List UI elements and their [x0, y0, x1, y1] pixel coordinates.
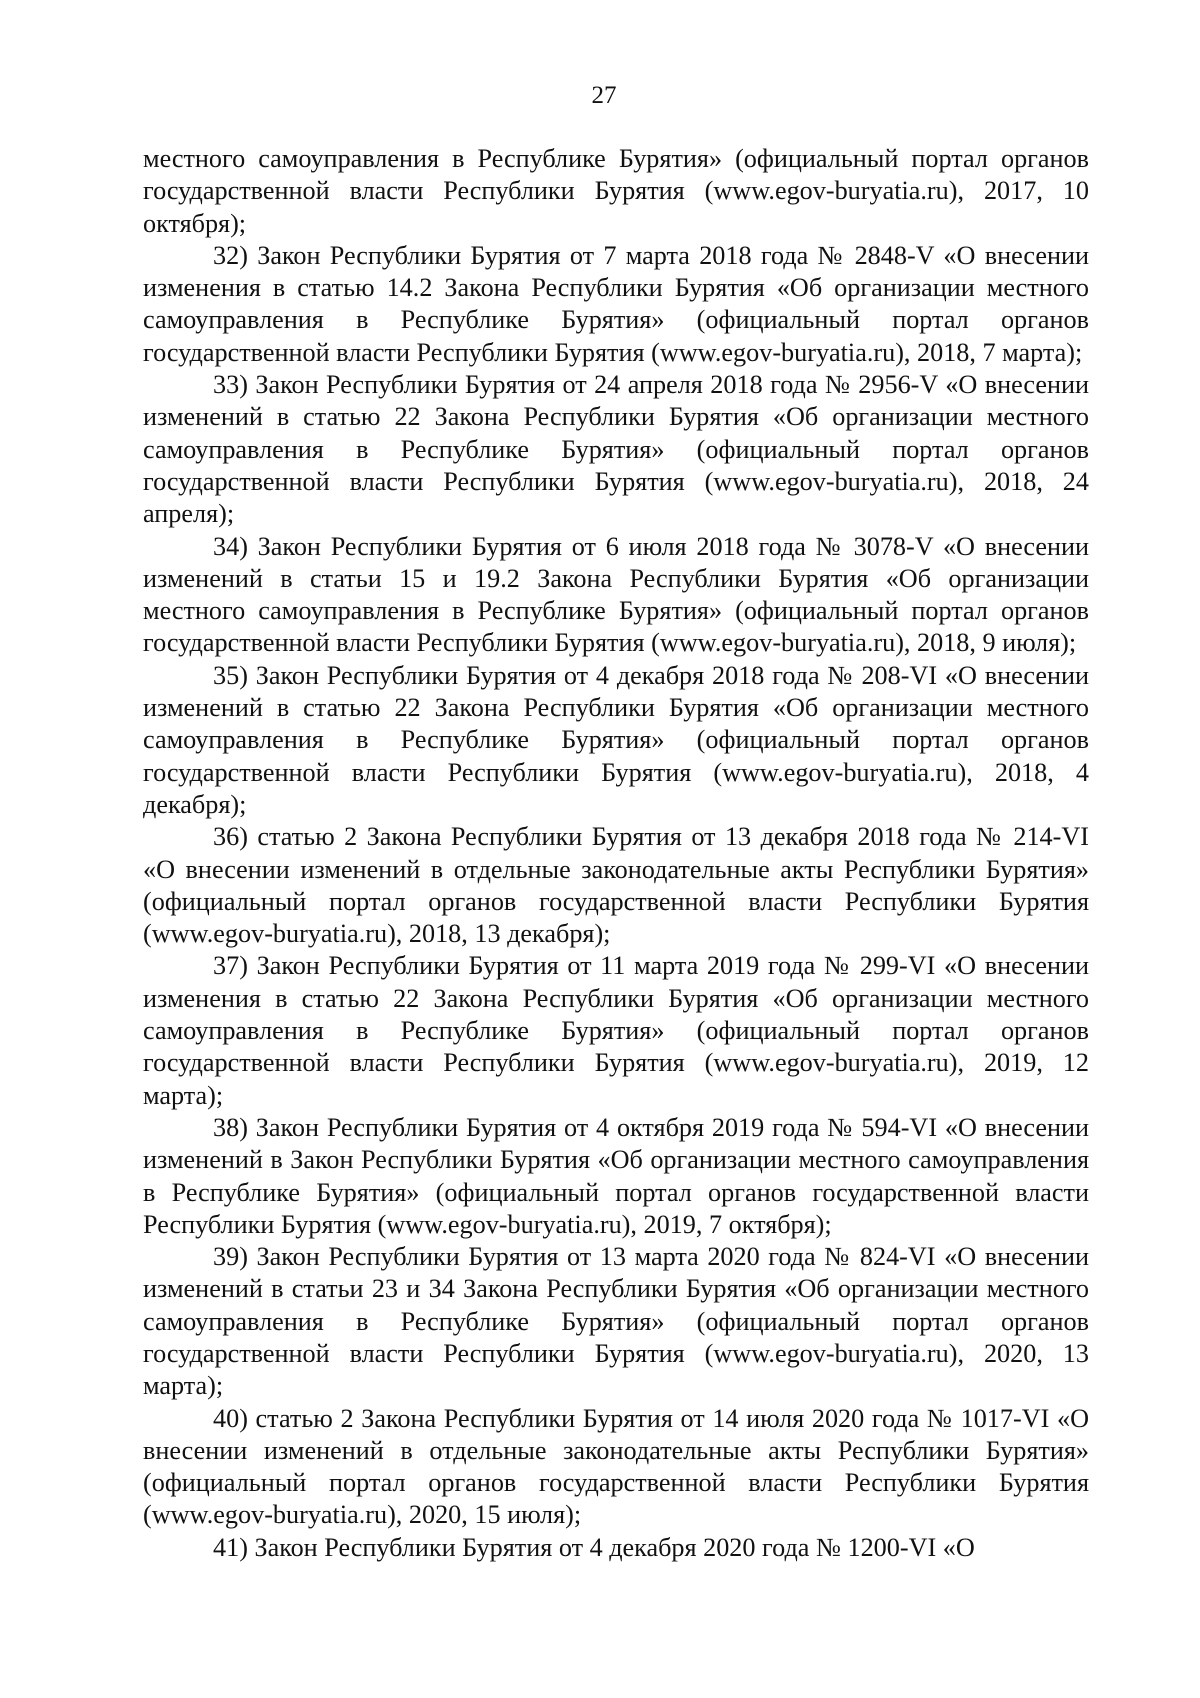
list-item-32: 32) Закон Республики Бурятия от 7 марта 2018 года № 2848-V «О внесении изменения в статью 14.2 Закона Республики Бурятия «Об организации местного самоуправления в Республике Бурятия» (официальный портал органов государственной власти Республики Бурятия (www.egov-buryatia.ru), 2018, 7 марта); [143, 240, 1089, 367]
list-item-39: 39) Закон Республики Бурятия от 13 марта 2020 года № 824-VI «О внесении изменений в статьи 23 и 34 Закона Республики Бурятия «Об организации местного самоуправления в Республике Бурятия» (официальный портал органов государственной власти Республики Бурятия (www.egov-buryatia.ru), 2020, 13 марта); [143, 1242, 1089, 1401]
list-item-33: 33) Закон Республики Бурятия от 24 апреля 2018 года № 2956-V «О внесении изменений в статью 22 Закона Республики Бурятия «Об организации местного самоуправления в Республике Бурятия» (официальный портал органов государственной власти Республики Бурятия (www.egov-buryatia.ru), 2018, 24 апреля); [143, 370, 1089, 529]
list-item-38: 38) Закон Республики Бурятия от 4 октября 2019 года № 594-VI «О внесении изменений в Закон Республики Бурятия «Об организации местного самоуправления в Республике Бурятия» (официальный портал органов государственной власти Республики Бурятия (www.egov-buryatia.ru), 2019, 7 октября); [143, 1112, 1089, 1239]
list-item-34: 34) Закон Республики Бурятия от 6 июля 2018 года № 3078-V «О внесении изменений в статьи 15 и 19.2 Закона Республики Бурятия «Об организации местного самоуправления в Республике Бурятия» (официальный портал органов государственной власти Республики Бурятия (www.egov-buryatia.ru), 2018, 9 июля); [143, 531, 1089, 658]
list-item-40: 40) статью 2 Закона Республики Бурятия от 14 июля 2020 года № 1017-VI «О внесении изменений в отдельные законодательные акты Республики Бурятия» (официальный портал органов государственной власти Республики Бурятия (www.egov-buryatia.ru), 2020, 15 июля); [143, 1403, 1089, 1530]
list-item-41: 41) Закон Республики Бурятия от 4 декабря 2020 года № 1200-VI «О [213, 1532, 975, 1562]
page-number: 27 [591, 82, 617, 109]
paragraph-continuation: местного самоуправления в Республике Бурятия» (официальный портал органов государственной власти Республики Бурятия (www.egov-buryatia.ru), 2017, 10 октября); [143, 144, 1089, 238]
document-body [143, 143, 1089, 1564]
list-item-37: 37) Закон Республики Бурятия от 11 марта 2019 года № 299-VI «О внесении изменения в статью 22 Закона Республики Бурятия «Об организации местного самоуправления в Республике Бурятия» (официальный портал органов государственной власти Республики Бурятия (www.egov-buryatia.ru), 2019, 12 марта); [143, 951, 1089, 1110]
list-item-36: 36) статью 2 Закона Республики Бурятия от 13 декабря 2018 года № 214-VI «О внесении изменений в отдельные законодательные акты Республики Бурятия» (официальный портал органов государственной власти Республики Бурятия (www.egov-buryatia.ru), 2018, 13 декабря); [143, 822, 1089, 949]
list-item-35: 35) Закон Республики Бурятия от 4 декабря 2018 года № 208-VI «О внесении изменений в статью 22 Закона Республики Бурятия «Об организации местного самоуправления в Республике Бурятия» (официальный портал органов государственной власти Республики Бурятия (www.egov-buryatia.ru), 2018, 4 декабря); [143, 660, 1089, 819]
